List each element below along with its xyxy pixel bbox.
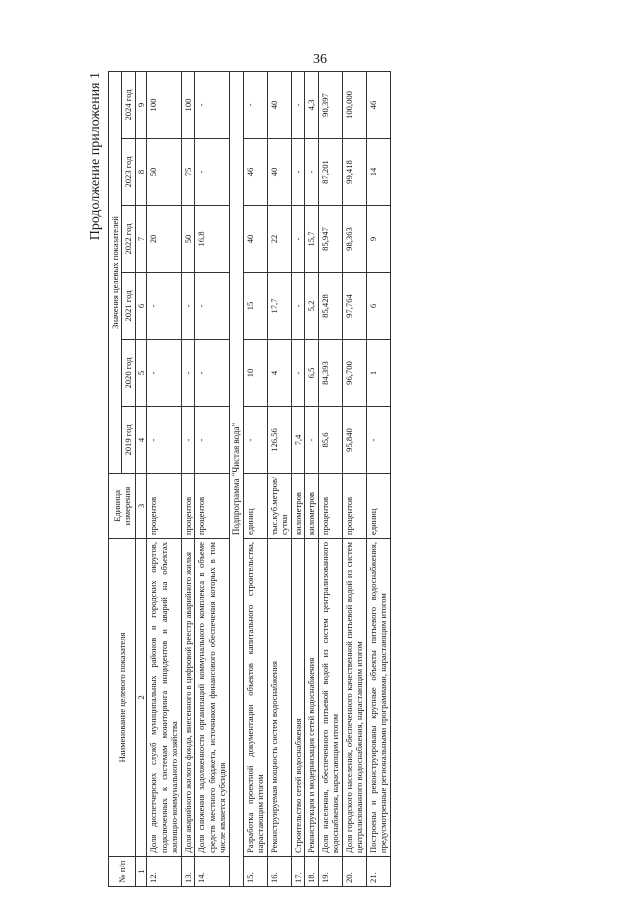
table-row — [291, 72, 304, 887]
indicator-value: - — [181, 340, 194, 407]
table-row — [318, 72, 342, 887]
table-row — [342, 72, 366, 887]
indicators-table — [108, 71, 391, 887]
indicator-value: - — [243, 72, 267, 139]
indicator-value: 84,393 — [318, 340, 342, 407]
table-row — [195, 72, 229, 887]
column-number: 2 — [135, 539, 146, 857]
indicator-value: 98,363 — [342, 206, 366, 273]
indicator-value: 50 — [147, 139, 181, 206]
subprogram-title: Подпрограмма "Чистая вода" — [229, 72, 243, 887]
indicator-value: - — [291, 340, 304, 407]
table-body-subprogram — [243, 72, 390, 887]
header-year: 2024 год — [122, 72, 135, 139]
column-number: 6 — [135, 273, 146, 340]
indicator-name: Доля населения, обеспеченного питьевой водой из систем централизованного водоснабжения, нарастающим итогом — [318, 539, 342, 857]
column-number: 1 — [135, 857, 146, 887]
indicator-name: Доля диспетчерских служб муниципальных районов и городских округов, подключенных к системам мониторинга инцидентов и аварий на объектах жилищно-коммунального хозяйства — [147, 539, 181, 857]
indicator-value: 90,397 — [318, 72, 342, 139]
indicator-value: 16,8 — [195, 206, 229, 273]
indicator-name: Доля аварийного жилого фонда, внесенного в цифровой реестр аварийного жилья — [181, 539, 194, 857]
indicator-value: 99,418 — [342, 139, 366, 206]
indicator-value: 95,840 — [342, 407, 366, 474]
table-row — [366, 72, 390, 887]
indicator-unit: единиц — [366, 474, 390, 539]
header-number: № п/п — [109, 857, 136, 887]
table-body-main — [147, 72, 229, 887]
indicator-value: 1 — [366, 340, 390, 407]
indicator-value: 15 — [243, 273, 267, 340]
indicator-value: 40 — [243, 206, 267, 273]
indicator-value: - — [181, 273, 194, 340]
indicator-value: 4,3 — [305, 72, 318, 139]
indicator-value: 85,6 — [318, 407, 342, 474]
indicator-value: 17,7 — [267, 273, 291, 340]
row-number: 14. — [195, 857, 229, 887]
indicator-value: - — [195, 72, 229, 139]
page-number: 36 — [313, 52, 327, 67]
indicator-value: 46 — [243, 139, 267, 206]
indicator-value: 6,5 — [305, 340, 318, 407]
indicator-value: 100,000 — [342, 72, 366, 139]
indicator-value: - — [147, 340, 181, 407]
table-row — [243, 72, 267, 887]
column-number: 5 — [135, 340, 146, 407]
indicator-value: 15,7 — [305, 206, 318, 273]
indicator-value: 87,201 — [318, 139, 342, 206]
indicator-value: 7,4 — [291, 407, 304, 474]
indicator-value: - — [291, 139, 304, 206]
table-row — [147, 72, 181, 887]
table-row — [267, 72, 291, 887]
indicator-unit: процентов — [318, 474, 342, 539]
indicator-value: - — [305, 139, 318, 206]
row-number: 12. — [147, 857, 181, 887]
indicator-value: 5,2 — [305, 273, 318, 340]
indicator-value: - — [243, 407, 267, 474]
indicator-value: 40 — [267, 139, 291, 206]
row-number: 19. — [318, 857, 342, 887]
row-number: 20. — [342, 857, 366, 887]
header-year: 2023 год — [122, 139, 135, 206]
indicator-value: - — [195, 273, 229, 340]
indicator-value: 20 — [147, 206, 181, 273]
indicator-value: 6 — [366, 273, 390, 340]
indicator-name: Разработка проектной документации объектов капитального строительства, нарастающим итогом — [243, 539, 267, 857]
continuation-title: Продолжение приложения 1 — [88, 72, 103, 241]
indicator-name: Построены и реконструированы крупные объекты питьевого водоснабжения, предусмотренные региональными программами, нарастающим итогом — [366, 539, 390, 857]
indicator-value: - — [147, 407, 181, 474]
column-number: 9 — [135, 72, 146, 139]
row-number: 17. — [291, 857, 304, 887]
indicator-value: 50 — [181, 206, 194, 273]
indicator-unit: процентов — [147, 474, 181, 539]
column-number: 3 — [135, 474, 146, 539]
subprogram-section — [229, 72, 243, 887]
landscape-content — [90, 72, 620, 887]
indicator-value: 85,947 — [318, 206, 342, 273]
indicator-value: 75 — [181, 139, 194, 206]
header-year: 2019 год — [122, 407, 135, 474]
indicator-value: - — [147, 273, 181, 340]
indicator-value: 4 — [267, 340, 291, 407]
row-number: 21. — [366, 857, 390, 887]
indicator-value: - — [291, 72, 304, 139]
indicator-value: 14 — [366, 139, 390, 206]
indicator-value: - — [291, 206, 304, 273]
rotated-page-content — [90, 72, 620, 887]
indicator-name: Реконструкция и модернизация сетей водоснабжения — [305, 539, 318, 857]
indicator-value: 40 — [267, 72, 291, 139]
row-number: 18. — [305, 857, 318, 887]
indicator-value: 100 — [181, 72, 194, 139]
indicator-value: 96,700 — [342, 340, 366, 407]
indicator-value: 22 — [267, 206, 291, 273]
header-unit: Единица измерения — [109, 474, 136, 539]
indicator-name: Реконструируемая мощность систем водоснабжения — [267, 539, 291, 857]
row-number: 16. — [267, 857, 291, 887]
table-row — [305, 72, 318, 887]
indicator-value: - — [195, 407, 229, 474]
indicator-unit: процентов — [181, 474, 194, 539]
indicator-unit: процентов — [195, 474, 229, 539]
indicator-value: 97,764 — [342, 273, 366, 340]
header-year: 2020 год — [122, 340, 135, 407]
indicator-value: - — [366, 407, 390, 474]
indicator-value: - — [291, 273, 304, 340]
indicator-value: 85,428 — [318, 273, 342, 340]
indicator-value: 100 — [147, 72, 181, 139]
column-number: 4 — [135, 407, 146, 474]
row-number: 13. — [181, 857, 194, 887]
column-number: 8 — [135, 139, 146, 206]
column-number: 7 — [135, 206, 146, 273]
header-year: 2021 год — [122, 273, 135, 340]
indicator-unit: километров — [291, 474, 304, 539]
indicator-unit: единиц — [243, 474, 267, 539]
indicator-unit: километров — [305, 474, 318, 539]
row-number: 15. — [243, 857, 267, 887]
indicator-value: 46 — [366, 72, 390, 139]
indicator-value: - — [305, 407, 318, 474]
indicator-value: - — [195, 139, 229, 206]
indicator-value: - — [181, 407, 194, 474]
indicator-name: Строительство сетей водоснабжения — [291, 539, 304, 857]
indicator-name: Доля снижения задолженности организаций коммунального комплекса в объеме средств местного бюджета, источником финансового обеспечения которых в том числе является субсидия — [195, 539, 229, 857]
header-values-group: Значения целевых показателей — [109, 72, 122, 474]
table-row — [181, 72, 194, 887]
header-name: Наименование целевого показателя — [109, 539, 136, 857]
header-year: 2022 год — [122, 206, 135, 273]
indicator-unit: процентов — [342, 474, 366, 539]
indicator-value: 9 — [366, 206, 390, 273]
indicator-value: 126,56 — [267, 407, 291, 474]
indicator-value: 10 — [243, 340, 267, 407]
indicator-value: - — [195, 340, 229, 407]
column-number-row — [135, 72, 146, 887]
indicator-unit: тыс.куб.метров/сутки — [267, 474, 291, 539]
indicator-name: Доля городского населения, обеспеченного качественной питьевой водой из систем централизованного водоснабжения, нарастающим итогом — [342, 539, 366, 857]
